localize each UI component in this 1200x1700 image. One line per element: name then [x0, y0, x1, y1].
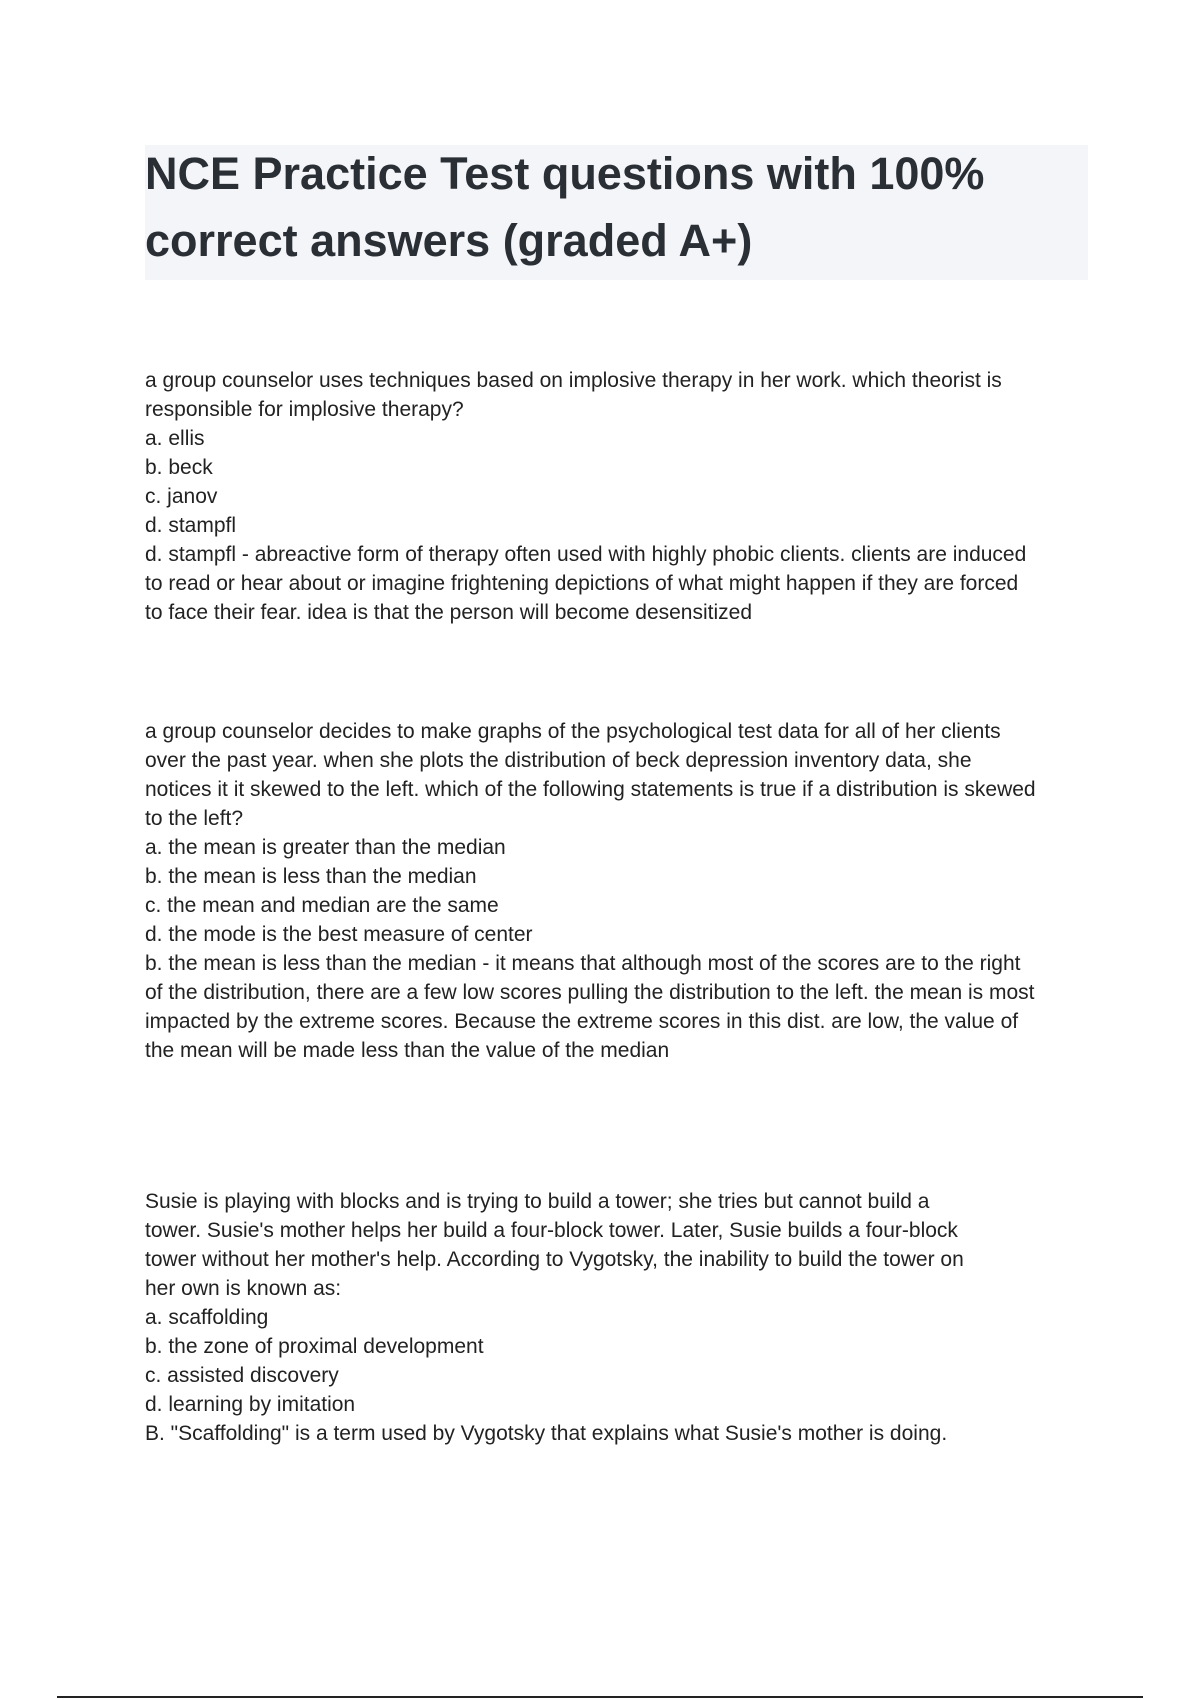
answer-option-c: c. the mean and median are the same: [145, 894, 499, 917]
question-text-line: responsible for implosive therapy?: [145, 398, 464, 421]
answer-option-d: d. stampfl: [145, 514, 237, 537]
question-text-line: notices it it skewed to the left. which of the following statements is true if a distribution is skewed: [145, 778, 1036, 801]
question-text-line: her own is known as:: [145, 1277, 342, 1300]
question-text-line: tower without her mother's help. According to Vygotsky, the inability to build the tower on: [145, 1248, 964, 1271]
answer-option-b: b. beck: [145, 456, 213, 479]
question-block-3: [145, 1187, 1095, 1448]
answer-option-a: a. ellis: [145, 427, 205, 450]
answer-option-d: d. the mode is the best measure of center: [145, 923, 533, 946]
answer-explanation-line: the mean will be made less than the value of the median: [145, 1039, 670, 1062]
answer-explanation-line: to face their fear. idea is that the person will become desensitized: [145, 601, 753, 624]
answer-option-a: a. the mean is greater than the median: [145, 836, 506, 859]
question-text-line: to the left?: [145, 807, 244, 830]
footer-divider: [57, 1696, 1143, 1698]
question-text-line: tower. Susie's mother helps her build a four-block tower. Later, Susie builds a four-block: [145, 1219, 958, 1242]
question-text-line: over the past year. when she plots the distribution of beck depression inventory data, she: [145, 749, 972, 772]
answer-option-c: c. janov: [145, 485, 218, 508]
question-text-line: a group counselor decides to make graphs of the psychological test data for all of her clients: [145, 720, 1001, 743]
answer-option-b: b. the zone of proximal development: [145, 1335, 484, 1358]
answer-explanation-line: of the distribution, there are a few low scores pulling the distribution to the left. the mean is most: [145, 981, 1035, 1004]
answer-option-a: a. scaffolding: [145, 1306, 269, 1329]
answer-explanation-line: impacted by the extreme scores. Because the extreme scores in this dist. are low, the value of: [145, 1010, 1019, 1033]
answer-option-b: b. the mean is less than the median: [145, 865, 477, 888]
answer-explanation-line: d. stampfl - abreactive form of therapy often used with highly phobic clients. clients are induced: [145, 543, 1027, 566]
answer-option-d: d. learning by imitation: [145, 1393, 356, 1416]
answer-option-c: c. assisted discovery: [145, 1364, 339, 1387]
question-text-line: a group counselor uses techniques based on implosive therapy in her work. which theorist is: [145, 369, 1002, 392]
answer-explanation-line: b. the mean is less than the median - it means that although most of the scores are to the right: [145, 952, 1021, 975]
question-text-line: Susie is playing with blocks and is trying to build a tower; she tries but cannot build a: [145, 1190, 930, 1213]
question-block-1: [145, 366, 1095, 627]
answer-explanation-line: B. "Scaffolding" is a term used by Vygotsky that explains what Susie's mother is doing.: [145, 1422, 948, 1445]
document-title: [145, 145, 1088, 280]
answer-explanation-line: to read or hear about or imagine frightening depictions of what might happen if they are forced: [145, 572, 1019, 595]
title-line-1: NCE Practice Test questions with 100%: [145, 148, 985, 199]
title-line-2: correct answers (graded A+): [145, 215, 753, 266]
question-block-2: [145, 717, 1095, 1065]
